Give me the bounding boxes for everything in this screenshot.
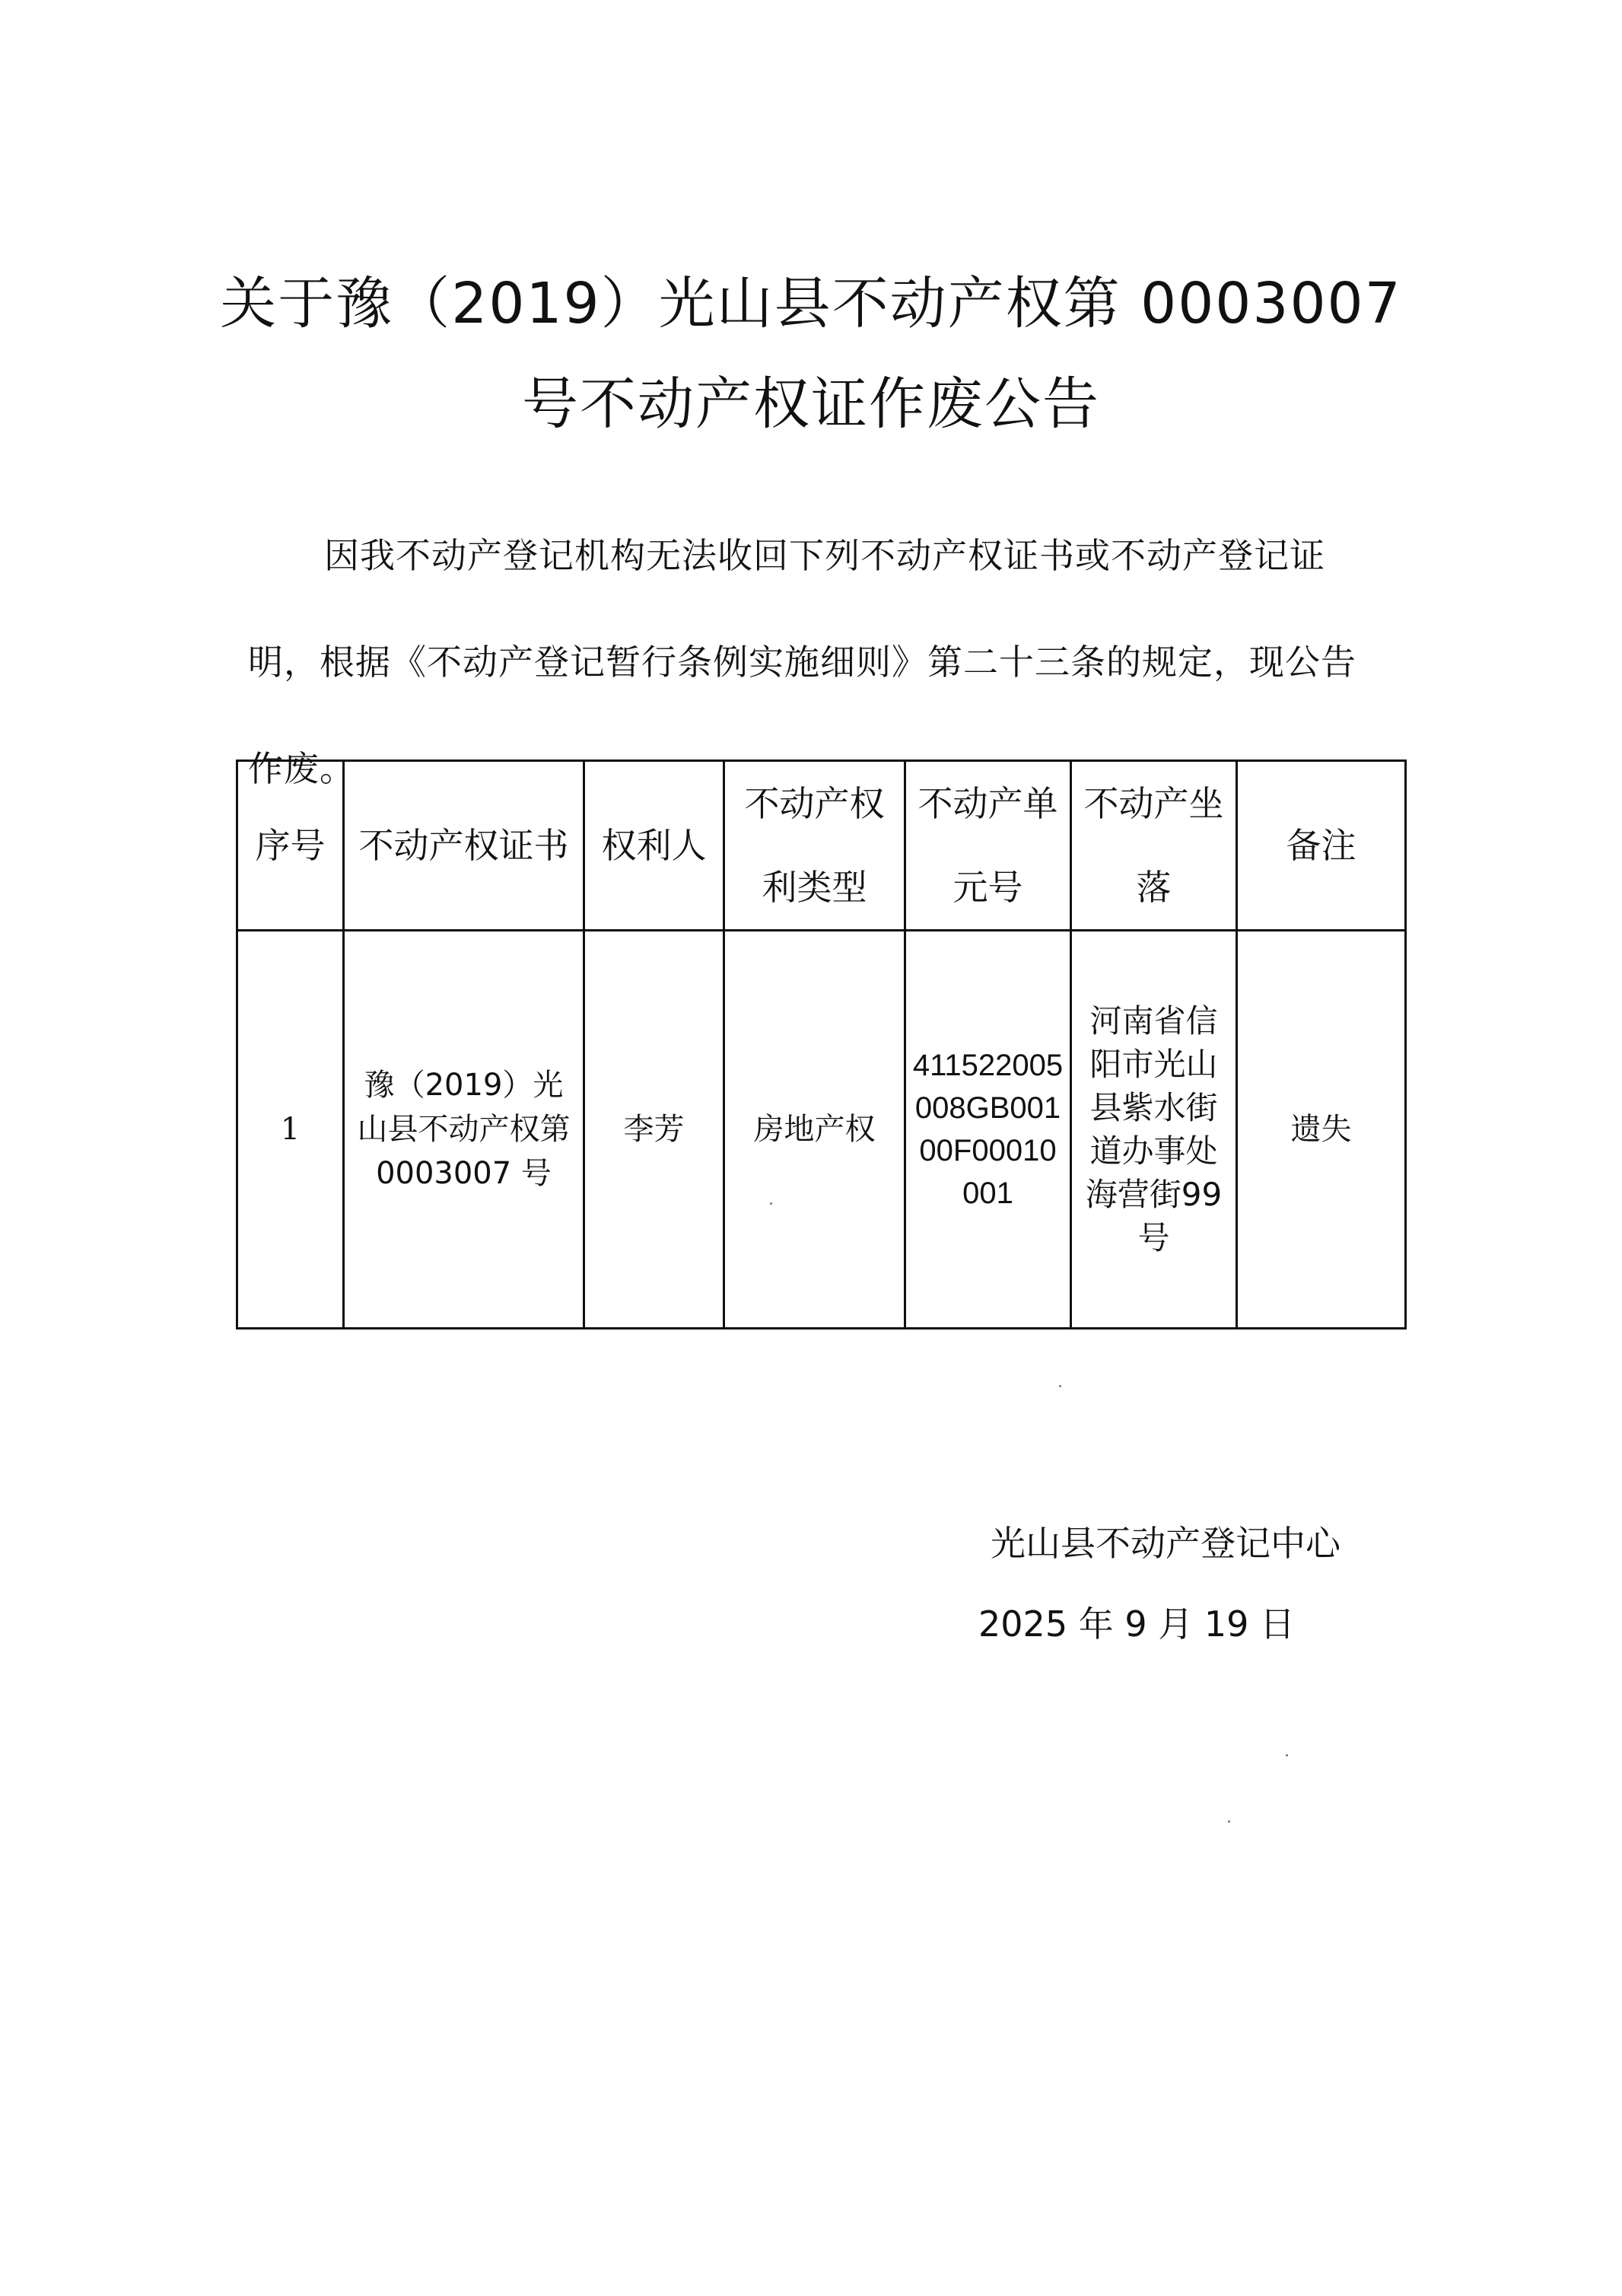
void-certificate-table: [236, 759, 1407, 1330]
cell-index: 1: [237, 931, 344, 1329]
cell-location: 河南省信阳市光山县紫水街道办事处海营街99号: [1071, 931, 1237, 1329]
scan-speck: [1286, 1754, 1288, 1756]
cell-certificate: 豫（2019）光山县不动产权第0003007 号: [344, 931, 584, 1329]
issue-date: 2025 年 9 月 19 日: [978, 1603, 1295, 1645]
scan-speck: [1228, 1820, 1230, 1823]
table-header-row: [237, 761, 1406, 931]
notice-title-line-2: 号不动产权证作废公告: [522, 371, 1100, 437]
scan-speck: [1059, 1385, 1061, 1387]
header-certificate: 不动产权证书: [344, 761, 584, 931]
header-unit-no: 不动产单元号: [905, 761, 1071, 931]
header-right-type: 不动产权利类型: [724, 761, 905, 931]
header-holder: 权利人: [584, 761, 724, 931]
header-remark: 备注: [1237, 761, 1406, 931]
cell-holder: 李芳: [584, 931, 724, 1329]
scan-speck: [770, 1202, 772, 1205]
cell-remark: 遗失: [1237, 931, 1406, 1329]
table-row: [237, 931, 1406, 1329]
notice-title-line-1: 关于豫（2019）光山县不动产权第 0003007: [220, 271, 1402, 336]
header-index: 序号: [237, 761, 344, 931]
notice-body-paragraph: 因我不动产登记机构无法收回下列不动产权证书或不动产登记证明，根据《不动产登记暂行条例实施细则》第二十三条的规定，现公告作废。: [248, 535, 1356, 789]
issuing-organization: 光山县不动产登记中心: [991, 1523, 1341, 1564]
header-location: 不动产坐落: [1071, 761, 1237, 931]
cell-unit-no: 411522005008GB00100F00010001: [905, 931, 1071, 1329]
cell-right-type: 房地产权: [724, 931, 905, 1329]
